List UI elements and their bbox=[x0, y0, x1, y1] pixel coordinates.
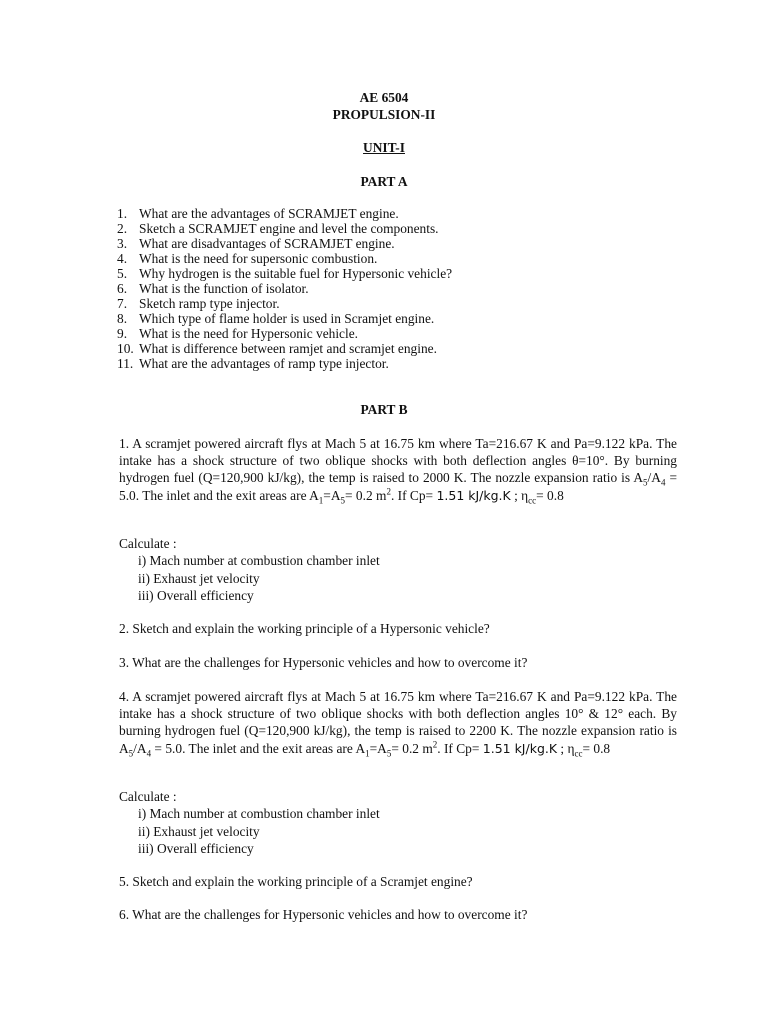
part-b-question-2: 2. Sketch and explain the working principle of a Hypersonic vehicle? bbox=[119, 621, 490, 636]
list-item: ii) Exhaust jet velocity bbox=[138, 570, 260, 586]
subscript: 5 bbox=[128, 748, 134, 759]
course-title: PROPULSION-II bbox=[332, 107, 436, 122]
q1-text: = 5.0. The inlet and the exit areas are A bbox=[119, 470, 677, 503]
cp-value: 1.51 kJ/kg.K bbox=[482, 740, 558, 756]
question-number: 10. bbox=[117, 341, 134, 356]
list-item: i) Mach number at combustion chamber inlet bbox=[138, 806, 380, 821]
list-item bbox=[117, 266, 677, 281]
q4-text: =A bbox=[369, 740, 387, 756]
superscript: 2 bbox=[386, 486, 391, 497]
subscript: cc bbox=[528, 495, 537, 506]
question-text: What are disadvantages of SCRAMJET engine. bbox=[139, 236, 395, 251]
question-text: What is the function of isolator. bbox=[139, 281, 309, 296]
q4-text: ; η bbox=[557, 740, 575, 756]
part-a-heading: PART A bbox=[360, 174, 408, 189]
list-item: i) Mach number at combustion chamber inlet bbox=[138, 553, 380, 568]
question-number: 7. bbox=[117, 296, 128, 311]
superscript: 2 bbox=[432, 739, 438, 750]
question-number: 3. bbox=[117, 236, 128, 251]
q1-text: = 0.8 bbox=[536, 487, 564, 503]
q4-text: . If Cp= bbox=[437, 740, 483, 756]
part-b-heading: PART B bbox=[360, 402, 408, 417]
subscript: 1 bbox=[365, 748, 370, 759]
calculate-list bbox=[138, 805, 380, 858]
list-item bbox=[117, 341, 677, 356]
q1-text: /A bbox=[647, 470, 661, 486]
calculate-label: Calculate : bbox=[119, 536, 177, 551]
q1-text: =A bbox=[323, 487, 341, 503]
question-text: Why hydrogen is the suitable fuel for Hypersonic vehicle? bbox=[139, 266, 453, 281]
question-number: 9. bbox=[117, 326, 128, 341]
cp-value: 1.51 kJ/kg.K bbox=[436, 487, 511, 503]
question-number: 4. bbox=[117, 251, 128, 266]
question-text: What is the need for supersonic combustion. bbox=[139, 251, 378, 266]
subscript: 1 bbox=[318, 495, 324, 506]
list-item bbox=[117, 296, 677, 311]
subscript: 5 bbox=[386, 748, 392, 759]
list-item bbox=[117, 311, 677, 326]
question-number: 1. bbox=[117, 206, 128, 221]
question-number: 8. bbox=[117, 311, 128, 326]
question-text: Sketch ramp type injector. bbox=[139, 296, 280, 311]
list-item: iii) Overall efficiency bbox=[138, 588, 254, 603]
question-text: Sketch a SCRAMJET engine and level the components. bbox=[139, 221, 439, 236]
q4-text: /A bbox=[133, 740, 147, 756]
q4-text: = 0.2 m bbox=[391, 740, 433, 756]
list-item bbox=[117, 326, 677, 341]
subscript: 5 bbox=[340, 495, 346, 506]
list-item bbox=[117, 206, 677, 221]
list-item: iii) Overall efficiency bbox=[138, 841, 254, 856]
list-item bbox=[117, 356, 677, 371]
subscript: cc bbox=[574, 748, 583, 759]
question-text: What are the advantages of SCRAMJET engine. bbox=[139, 206, 399, 221]
question-text: What is difference between ramjet and scramjet engine. bbox=[139, 341, 437, 356]
q1-text: = 0.2 m bbox=[345, 487, 387, 503]
calculate-list bbox=[138, 552, 380, 605]
subscript: 5 bbox=[643, 478, 648, 489]
unit-heading: UNIT-I bbox=[363, 140, 405, 155]
list-item: ii) Exhaust jet velocity bbox=[138, 823, 260, 839]
part-a-question-list bbox=[117, 206, 677, 371]
list-item bbox=[117, 251, 677, 266]
question-number: 2. bbox=[117, 221, 128, 236]
part-b-question-5: 5. Sketch and explain the working principle of a Scramjet engine? bbox=[119, 874, 473, 889]
subscript: 4 bbox=[660, 478, 666, 489]
part-b-question-1 bbox=[119, 435, 677, 504]
q1-text: ; η bbox=[510, 487, 529, 503]
question-text: What are the advantages of ramp type injector. bbox=[139, 356, 389, 371]
subscript: 4 bbox=[146, 748, 152, 759]
question-number: 6. bbox=[117, 281, 128, 296]
q4-body: 4. A scramjet powered aircraft flys at Mach 5 at 16.75 km where Ta=216.67 K and Pa=9.122 kPa. The intake has a shock structure of two oblique shocks with both deflection angles 10° & 12° each. By burning hydrogen fuel (Q=120,900 kJ/kg), the temp is raised to 2200 K. The nozzle expansion ratio is A bbox=[119, 689, 677, 756]
part-b-question-6: 6. What are the challenges for Hypersonic vehicles and how to overcome it? bbox=[119, 907, 528, 922]
part-b-question-3: 3. What are the challenges for Hypersonic vehicles and how to overcome it? bbox=[119, 655, 528, 670]
q4-text: = 0.8 bbox=[582, 740, 611, 756]
question-number: 11. bbox=[117, 356, 134, 371]
list-item bbox=[117, 236, 677, 251]
question-text: Which type of flame holder is used in Scramjet engine. bbox=[139, 311, 435, 326]
part-b-question-4 bbox=[119, 688, 677, 757]
course-code: AE 6504 bbox=[359, 90, 409, 105]
calculate-label: Calculate : bbox=[119, 789, 177, 804]
question-number: 5. bbox=[117, 266, 128, 281]
q4-text: = 5.0. The inlet and the exit areas are A bbox=[151, 740, 366, 756]
q1-text: . If Cp= bbox=[390, 487, 437, 503]
question-text: What is the need for Hypersonic vehicle. bbox=[139, 326, 359, 341]
list-item bbox=[117, 281, 677, 296]
list-item bbox=[117, 221, 677, 236]
q1-body: 1. A scramjet powered aircraft flys at Mach 5 at 16.75 km where Ta=216.67 K and Pa=9.122 kPa. The intake has a shock structure of two oblique shocks with both deflection angles θ=10°. By burning hydrogen fuel (Q=120,900 kJ/kg), the temp is raised to 2000 K. The nozzle expansion ratio is A bbox=[119, 436, 677, 486]
